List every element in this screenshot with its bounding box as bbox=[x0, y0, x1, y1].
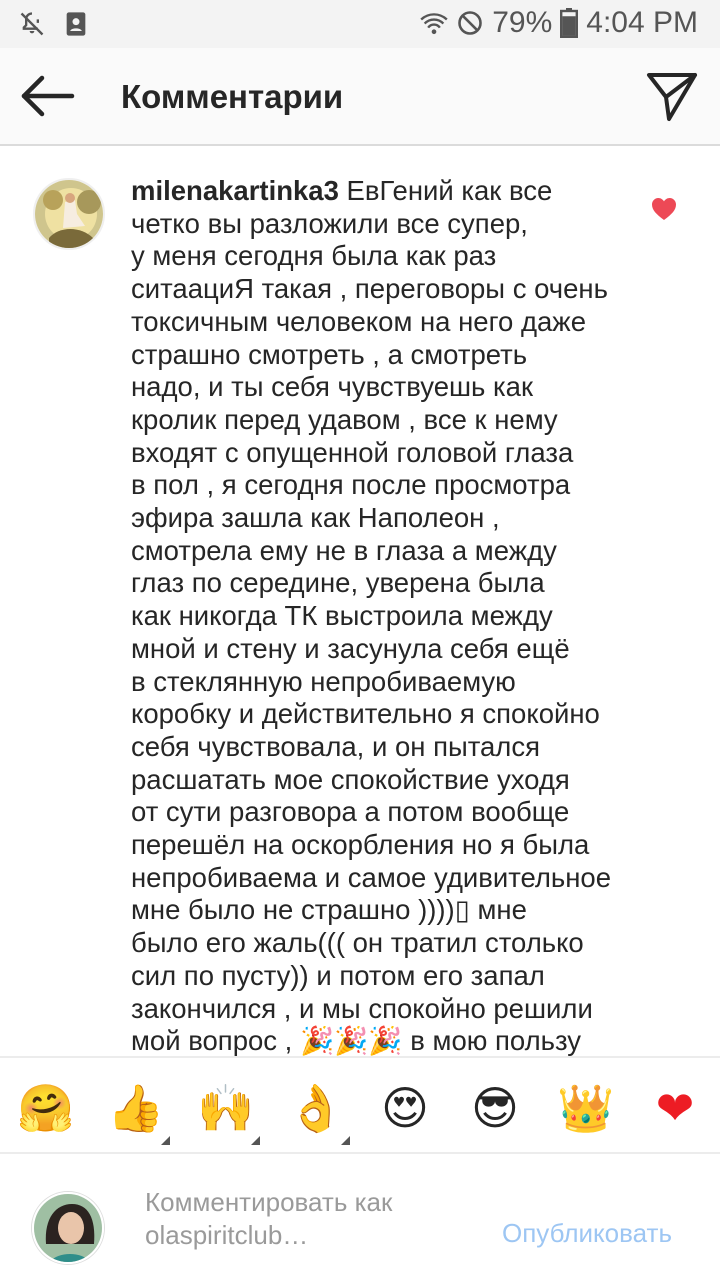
comment-line: мне было не страшно ))))▯ мне bbox=[131, 894, 527, 926]
battery-icon bbox=[560, 8, 578, 38]
status-bar bbox=[0, 0, 720, 48]
publish-button[interactable]: Опубликовать bbox=[502, 1218, 673, 1248]
skin-tone-indicator-icon bbox=[341, 1136, 350, 1145]
comment-item bbox=[0, 148, 720, 1056]
skin-tone-indicator-icon bbox=[251, 1136, 260, 1145]
sunglasses-emoji[interactable]: 😎 bbox=[471, 1081, 519, 1135]
comment-line: кролик перед удавом , все к нему bbox=[131, 403, 558, 435]
comment-line: расшатать мое спокойствие уходя bbox=[131, 763, 570, 795]
commenter-avatar[interactable] bbox=[33, 178, 105, 250]
comment-line: в пол , я сегодня после просмотра bbox=[131, 469, 571, 501]
do-not-disturb-icon bbox=[456, 9, 484, 37]
comment-body bbox=[131, 175, 631, 1056]
comment-line: себя чувствовала, и он пытался bbox=[131, 730, 540, 762]
comment-line: страшно смотреть , а смотреть bbox=[131, 338, 528, 370]
battery-percent: 79% bbox=[492, 6, 553, 39]
comment-line: непробиваема и самое удивительное bbox=[131, 861, 612, 893]
comment-line: перешёл на оскорбления но я была bbox=[131, 829, 590, 861]
comment-input-bar bbox=[0, 1156, 720, 1280]
comment-line: сил по пусту)) и потом его запал bbox=[131, 959, 545, 991]
comment-line: эфира зашла как Наполеон , bbox=[131, 502, 500, 534]
wifi-icon bbox=[420, 9, 448, 37]
skin-tone-indicator-icon bbox=[161, 1136, 170, 1145]
comment-line: мной и стену и засунула себя ещё bbox=[131, 632, 570, 664]
comment-input[interactable]: Комментировать как olaspiritclub… bbox=[145, 1187, 393, 1250]
hugging-face-emoji[interactable]: 🤗 bbox=[17, 1081, 75, 1135]
comment-line: ситаациЯ такая , переговоры с очень bbox=[131, 273, 608, 305]
thumbs-up-emoji[interactable]: 👍 bbox=[107, 1081, 165, 1135]
heart-eyes-emoji[interactable]: 😍 bbox=[381, 1081, 429, 1135]
heart-icon[interactable] bbox=[650, 196, 678, 222]
comment-line: токсичным человеком на него даже bbox=[131, 305, 586, 337]
direct-send-icon[interactable] bbox=[646, 70, 698, 122]
notifications-muted-icon bbox=[18, 10, 46, 38]
emoji-quick-bar bbox=[0, 1056, 720, 1154]
comment-line: у меня сегодня была как раз bbox=[131, 240, 497, 272]
comment-line: надо, и ты себя чувствуешь как bbox=[131, 371, 533, 403]
comment-line: в стеклянную непробиваемую bbox=[131, 665, 516, 697]
comment-username[interactable]: milenakartinka3 bbox=[131, 175, 339, 206]
comment-line: входят с опущенной головой глаза bbox=[131, 436, 574, 468]
ok-hand-emoji[interactable]: 👌 bbox=[287, 1081, 345, 1135]
raised-hands-emoji[interactable]: 🙌 bbox=[197, 1081, 255, 1135]
current-user-avatar bbox=[32, 1192, 104, 1264]
comment-line: коробку и действительно я спокойно bbox=[131, 698, 600, 730]
comment-line: закончился , и мы спокойно решили bbox=[131, 992, 593, 1024]
contact-card-icon bbox=[62, 10, 90, 38]
page-title: Комментарии bbox=[121, 78, 344, 115]
app-header bbox=[0, 48, 720, 146]
back-arrow-icon[interactable] bbox=[18, 70, 78, 122]
comment-line: четко вы разложили все супер, bbox=[131, 207, 528, 239]
red-heart-emoji[interactable]: ❤ bbox=[655, 1081, 695, 1135]
comment-line: milenakartinka3 ЕвГений как все bbox=[131, 175, 553, 206]
comment-line: смотрела ему не в глаза а между bbox=[131, 534, 557, 566]
comment-line: мой вопрос , 🎉🎉🎉 в мою пользу bbox=[131, 1025, 582, 1056]
comment-line: как никогда ТК выстроила между bbox=[131, 600, 553, 632]
comment-line: было его жаль((( он тратил столько bbox=[131, 927, 584, 959]
comment-line: глаз по середине, уверена была bbox=[131, 567, 545, 599]
comment-line: от сути разговора а потом вообще bbox=[131, 796, 570, 828]
crown-emoji[interactable]: 👑 bbox=[557, 1081, 615, 1135]
clock: 4:04 PM bbox=[586, 6, 698, 39]
